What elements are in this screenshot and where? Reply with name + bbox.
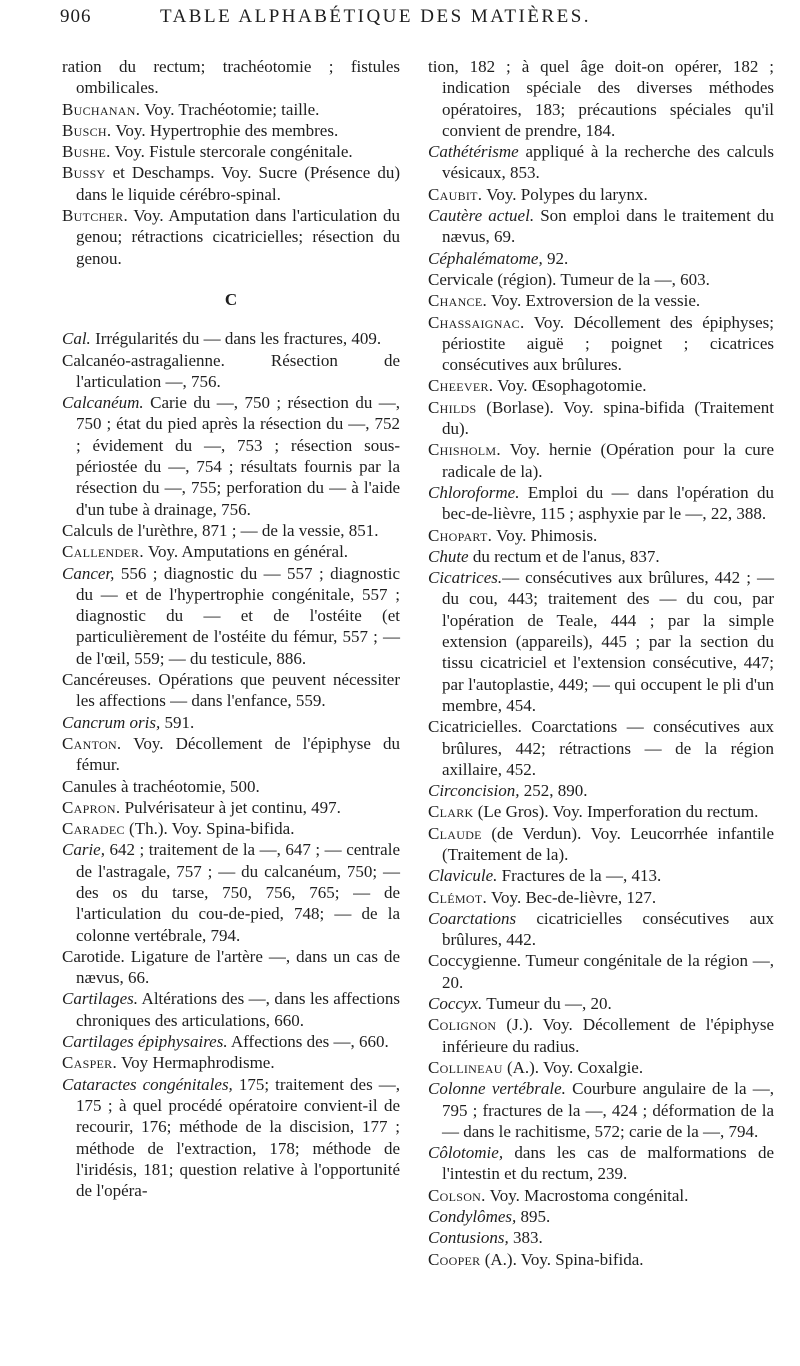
entry-text: (Th.). Voy. Spina-bifida.	[124, 819, 295, 839]
entry-text: Voy. Fistule stercorale congénitale.	[110, 142, 353, 162]
entry-text: 175; traitement des —, 175 ; à quel procédé opératoire convient-il de recourir, 176; méthode de la discision, 177 ; méthode de l'extraction, 178; méthode de l'iridésis, 181; question relative à l'opportunité de l'opéra-	[76, 1074, 400, 1201]
entry-heading: Bussy	[62, 163, 106, 183]
entry-text: Fractures de la —, 413.	[497, 866, 662, 886]
index-entry	[428, 1227, 774, 1248]
entry-text: et Deschamps. Voy. Sucre (Présence du) dans le liquide cérébro-spinal.	[76, 163, 400, 204]
entry-text: Voy. Amputations en général.	[143, 542, 349, 562]
index-entry	[62, 712, 400, 733]
entry-text: Affections des —, 660.	[227, 1032, 389, 1052]
entry-heading: Buchanan.	[62, 99, 141, 119]
index-entry	[62, 818, 400, 839]
left-column	[62, 56, 400, 1201]
index-entry	[428, 993, 774, 1014]
entry-text: appliqué à la recherche des calculs vésicaux, 853.	[442, 142, 774, 183]
entry-heading: Chassaignac.	[428, 312, 525, 332]
index-entry	[428, 950, 774, 993]
entry-text: 591.	[160, 712, 195, 732]
index-entry	[428, 801, 774, 822]
entry-heading: Callender.	[62, 542, 144, 562]
index-entry	[428, 567, 774, 716]
index-entry	[428, 1014, 774, 1057]
entry-text: Voy. Décollement de l'épiphyse du fémur.	[76, 733, 400, 775]
index-entry	[428, 184, 774, 205]
index-entry	[428, 1057, 774, 1078]
entry-text: Voy. Hypertrophie des membres.	[111, 120, 339, 140]
index-entry	[62, 988, 400, 1031]
entry-heading: Chance.	[428, 291, 488, 311]
index-entry	[428, 546, 774, 567]
entry-text: (Borlase). Voy. spina-bifida (Traitement du).	[442, 397, 774, 439]
index-entry	[428, 56, 774, 141]
index-entry	[428, 823, 774, 866]
entry-text: 556 ; diagnostic du — 557 ; diagnostic du — et de l'hypertrophie congénitale, 557 ; diagnostic du — et de l'ostéite (et particulièrement de l'ostéite du fémur, 557 ; — de l'œil, 559; — du testicule, 886.	[76, 563, 400, 668]
entry-text: Courbure angulaire de la —, 795 ; fractures de la —, 424 ; déformation de la — dans le rachitisme, 572; carie de la —, 794.	[442, 1079, 775, 1141]
entry-heading: Childs	[428, 397, 477, 417]
entry-heading: Collineau	[428, 1057, 503, 1077]
right-column	[428, 56, 774, 1270]
index-entry	[62, 392, 400, 520]
entry-text: Voy. Amputation dans l'articulation du genou; rétractions cicatricielles; résection du genou.	[76, 206, 400, 268]
index-entry	[428, 865, 774, 886]
index-entry	[428, 780, 774, 801]
index-entry	[62, 1031, 400, 1052]
entry-text: 92.	[542, 248, 569, 268]
entry-text: 895.	[516, 1207, 551, 1227]
entry-text: Pulvérisateur à jet continu, 497.	[120, 797, 341, 817]
index-entry	[428, 439, 774, 482]
entry-heading: Chute	[428, 546, 469, 566]
entry-heading: Cataractes congénitales,	[62, 1074, 233, 1094]
index-entry	[428, 1249, 774, 1270]
entry-text: Calcanéo-astragalienne. Résection de l'articulation —, 756.	[62, 350, 400, 391]
entry-text: Altérations des —, dans les affections chroniques des articulations, 660.	[76, 989, 400, 1030]
entry-heading: Cheever.	[428, 376, 494, 396]
entry-heading: Caubit.	[428, 184, 483, 204]
entry-text: cicatricielles consécutives aux brûlures, 442.	[442, 908, 774, 950]
index-entry	[428, 716, 774, 780]
entry-text: 252, 890.	[519, 781, 588, 801]
entry-text: Cicatricielles. Coarctations — consécutives aux brûlures, 442; rétractions — de la région axillaire, 452.	[428, 717, 774, 779]
index-entry	[62, 946, 400, 989]
entry-text: Carotide. Ligature de l'artère —, dans un cas de nævus, 66.	[62, 946, 400, 988]
index-entry	[428, 1185, 774, 1206]
index-entry	[62, 99, 400, 120]
entry-text: 383.	[508, 1228, 543, 1248]
entry-heading: Cicatrices.	[428, 568, 503, 588]
index-entry	[428, 908, 774, 951]
entry-heading: Contusions,	[428, 1228, 509, 1248]
entry-heading: Cathétérisme	[428, 142, 519, 162]
entry-text: 642 ; traitement de la —, 647 ; — centrale de l'astragale, 757 ; — du calcanéum, 750; — des os du tarse, 750, 756, 765; — de l'articulation du cou-de-pied, 748; — de la colonne vertébrale, 794.	[76, 840, 400, 945]
entry-heading: Cancer,	[62, 563, 115, 583]
entry-text: Voy. Polypes du larynx.	[482, 184, 648, 204]
index-entry	[62, 776, 400, 797]
entry-heading: Cooper	[428, 1249, 481, 1269]
index-entry	[428, 375, 774, 396]
index-entry	[62, 328, 400, 349]
entry-text: (J.). Voy. Décollement de l'épiphyse inférieure du radius.	[442, 1015, 774, 1056]
entry-heading: Claude	[428, 823, 482, 843]
index-entry	[62, 1052, 400, 1073]
index-entry	[428, 312, 774, 376]
entry-text: Son emploi dans le traitement du nævus, 69.	[442, 206, 774, 247]
entry-text: (A.). Voy. Coxalgie.	[502, 1057, 644, 1077]
entry-heading: Chisholm.	[428, 440, 501, 460]
page-number: 906	[60, 6, 92, 27]
entry-heading: Clavicule.	[428, 866, 498, 886]
entry-text: Voy. Trachéotomie; taille.	[140, 99, 320, 119]
index-entry	[62, 162, 400, 205]
entry-text: Voy Hermaphrodisme.	[117, 1053, 275, 1073]
index-entry	[62, 520, 400, 541]
index-entry	[428, 482, 774, 525]
entry-heading: Chloroforme.	[428, 482, 520, 502]
index-entry	[428, 397, 774, 440]
entry-heading: Capron.	[62, 797, 121, 817]
running-title: TABLE ALPHABÉTIQUE DES MATIÈRES.	[160, 6, 592, 27]
entry-text: Carie du —, 750 ; résection du —, 750 ; état du pied après la résection du —, 752 ; évidement du —, 753 ; résection sous-périostée du —, 754 ; résultats fournis par la résection du —, 755; perforation du — à l'aide d'un tube à drainage, 756.	[76, 393, 400, 519]
entry-text: Voy. Phimosis.	[492, 525, 598, 545]
entry-heading: Butcher.	[62, 206, 128, 226]
index-entry	[428, 1142, 774, 1185]
entry-heading: Cal.	[62, 329, 91, 349]
entry-text: Calculs de l'urèthre, 871 ; — de la vessie, 851.	[62, 520, 379, 540]
entry-text: (Le Gros). Voy. Imperforation du rectum.	[473, 802, 759, 822]
index-entry	[428, 141, 774, 184]
entry-heading: Cancrum oris,	[62, 712, 161, 732]
entry-heading: Côlotomie,	[428, 1143, 504, 1163]
entry-heading: Carie,	[62, 840, 105, 860]
index-entry	[62, 797, 400, 818]
entry-text: du rectum et de l'anus, 837.	[468, 546, 660, 566]
entry-text: Voy. Extroversion de la vessie.	[487, 291, 701, 311]
entry-heading: Coarctations	[428, 908, 517, 928]
entry-heading: Cartilages.	[62, 989, 139, 1009]
entry-heading: Canton.	[62, 733, 122, 753]
entry-text: — consécutives aux brûlures, 442 ; — du cou, 443; traitement des — du cou, par l'opération de Teale, 444 ; par la simple extension (appareils), 445 ; par la section du tissu cicatriciel et l'extension consécutive, 447; par l'autoplastie, 449; — qui occupent le pli d'un membre, 454.	[442, 568, 774, 715]
page-header	[60, 6, 780, 36]
index-entry	[62, 350, 400, 393]
entry-heading: Caradec	[62, 819, 125, 839]
entry-heading: Céphalématome,	[428, 248, 543, 268]
entry-text: Emploi du — dans l'opération du bec-de-lièvre, 115 ; asphyxie par le —, 22, 388.	[442, 482, 774, 524]
index-entry	[428, 269, 774, 290]
index-entry	[62, 839, 400, 945]
entry-text: Cervicale (région). Tumeur de la —, 603.	[428, 269, 710, 289]
entry-text: (A.). Voy. Spina-bifida.	[480, 1249, 644, 1269]
entry-heading: Chopart.	[428, 525, 493, 545]
index-entry	[428, 887, 774, 908]
entry-text: Tumeur du —, 20.	[482, 994, 612, 1014]
entry-text: (de Verdun). Voy. Leucorrhée infantile (Traitement de la).	[442, 823, 774, 864]
entry-heading: Clémot.	[428, 887, 488, 907]
entry-heading: Coccyx.	[428, 994, 483, 1014]
entry-text: Cancéreuses. Opérations que peuvent nécessiter les affections — dans l'enfance, 559.	[62, 670, 400, 711]
index-entry	[428, 248, 774, 269]
section-letter: C	[224, 289, 238, 309]
entry-text: tion, 182 ; à quel âge doit-on opérer, 182 ; indication spéciale des diverses méthodes opératoires, 183; précautions spéciales qu'il convient de prendre, 184.	[428, 57, 774, 140]
entry-heading: Casper.	[62, 1053, 118, 1073]
entry-heading: Cautère actuel.	[428, 206, 535, 226]
entry-text: Canules à trachéotomie, 500.	[62, 776, 260, 796]
entry-heading: Colignon	[428, 1015, 497, 1035]
entry-text: Voy. Bec-de-lièvre, 127.	[487, 887, 657, 907]
index-entry	[428, 205, 774, 248]
index-entry	[62, 541, 400, 562]
index-entry	[428, 1078, 774, 1142]
index-entry	[428, 1206, 774, 1227]
entry-heading: Cartilages épiphysaires.	[62, 1032, 228, 1052]
entry-heading: Condylômes,	[428, 1207, 517, 1227]
entry-heading: Busch.	[62, 120, 112, 140]
entry-heading: Circoncision,	[428, 781, 520, 801]
entry-text: Voy. Œsophagotomie.	[493, 376, 647, 396]
entry-heading: Calcanéum.	[62, 393, 144, 413]
index-entry	[428, 290, 774, 311]
entry-text: Voy. hernie (Opération pour la cure radicale de la).	[442, 440, 774, 481]
entry-heading: Colonne vertébrale.	[428, 1079, 566, 1099]
entry-heading: Colson.	[428, 1185, 486, 1205]
entry-text: Coccygienne. Tumeur congénitale de la région —, 20.	[428, 951, 774, 992]
index-entry	[62, 205, 400, 269]
index-entry	[62, 733, 400, 776]
entry-text: Irrégularités du — dans les fractures, 409.	[90, 329, 382, 349]
index-entry	[62, 141, 400, 162]
entry-text: dans les cas de malformations de l'intestin et du rectum, 239.	[442, 1143, 774, 1184]
entry-text: Voy. Macrostoma congénital.	[485, 1185, 689, 1205]
entry-heading: Bushe.	[62, 142, 111, 162]
index-entry	[62, 563, 400, 669]
index-entry	[62, 120, 400, 141]
entry-text: Voy. Décollement des épiphyses; périostite aiguë ; poignet ; cicatrices consécutives aux brûlures.	[442, 312, 774, 375]
entry-text: ration du rectum; trachéotomie ; fistules ombilicales.	[62, 57, 400, 98]
index-entry	[62, 669, 400, 712]
index-entry	[62, 56, 400, 99]
index-entry	[428, 525, 774, 546]
entry-heading: Clark	[428, 802, 474, 822]
index-entry	[62, 1074, 400, 1202]
